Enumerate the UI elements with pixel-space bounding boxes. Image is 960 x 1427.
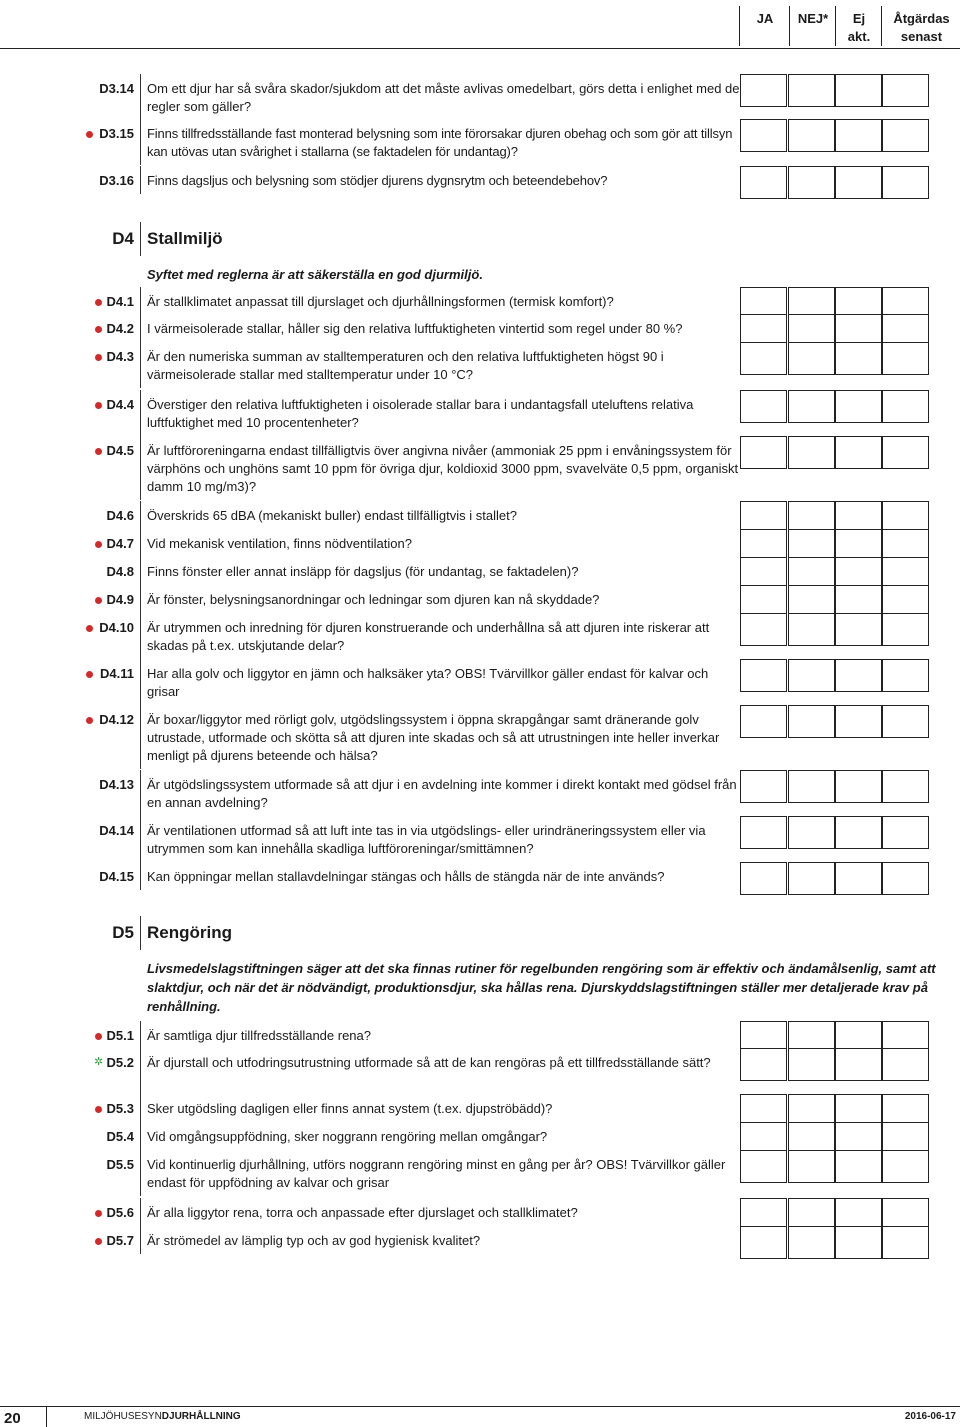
section-divider [140, 916, 141, 950]
section-number: D4 [112, 229, 134, 248]
checkbox-nej[interactable] [788, 816, 835, 849]
row-code: D4.15 [99, 869, 134, 884]
checkbox-nej[interactable] [788, 862, 835, 895]
row-question: I värmeisolerade stallar, håller sig den relativa luftfuktigheten vintertid som regel under 80 %? [147, 321, 683, 336]
row-divider [140, 287, 141, 315]
checkbox-ej-akt[interactable] [835, 862, 882, 895]
page-number: 20 [4, 1410, 21, 1427]
row-question: Är den numeriska summan av stalltemperaturen och den relativa luftfuktigheten högst 90 i värmeisolerade stallar med stalltemperatur under 10 °C? [147, 349, 664, 382]
row-question: Vid kontinuerlig djurhållning, utförs noggrann rengöring minst en gång per år? OBS! Tvärvillkor gäller endast för uppfödning av kalvar och grisar [147, 1157, 726, 1190]
row-code: D4.8 [106, 564, 134, 579]
row-question: Vid mekanisk ventilation, finns nödventilation? [147, 536, 412, 551]
row-question: Är djurstall och utfodringsutrustning utformade så att de kan rengöras på ett tillfredsställande sätt? [147, 1055, 711, 1070]
checkbox-ja[interactable] [740, 166, 787, 199]
row-divider [140, 436, 141, 500]
row-question: Överskrids 65 dBA (mekaniskt buller) endast tillfälligtvis i stallet? [147, 508, 517, 523]
checkbox-ej-akt[interactable] [835, 74, 882, 107]
checkbox-ja[interactable] [740, 862, 787, 895]
row-divider [140, 862, 141, 890]
field-atgardas-senast[interactable] [882, 119, 929, 152]
row-divider [140, 390, 141, 436]
field-atgardas-senast[interactable] [882, 816, 929, 849]
header-atgardas-label: Åtgärdas senast [893, 11, 950, 44]
row-question: Är samtliga djur tillfredsställande rena? [147, 1028, 371, 1043]
checkbox-ja[interactable] [740, 342, 787, 375]
row-code: D4.3 [106, 349, 134, 364]
row-question: Vid omgångsuppfödning, sker noggrann rengöring mellan omgångar? [147, 1129, 548, 1144]
row-question: Är stallklimatet anpassat till djurslaget och djurhållningsformen (termisk komfort)? [147, 294, 614, 309]
checkbox-ja[interactable] [740, 74, 787, 107]
checkbox-nej[interactable] [788, 390, 835, 423]
row-divider [140, 613, 141, 659]
row-question: Finns fönster eller annat insläpp för dagsljus (för undantag, se faktadelen)? [147, 564, 579, 579]
row-question: Överstiger den relativa luftfuktigheten i oisolerade stallar bara i undantagsfall uteluftens relativa luftfuktighet med 10 procentenheter? [147, 397, 694, 430]
row-divider [140, 314, 141, 342]
row-question: Är luftföroreningarna endast tillfälligtvis över angivna nivåer (ammoniak 25 ppm i envåningssystem för värphöns och unghöns samt 10 ppm för övriga djur, koldioxid 3000 ppm, svavelväte 0,5 ppm, organiskt damm 10 mg/m3)? [147, 443, 739, 494]
row-code: D5.5 [106, 1157, 134, 1172]
row-code: D5.7 [106, 1233, 134, 1248]
checkbox-nej[interactable] [788, 119, 835, 152]
checkbox-ja[interactable] [740, 119, 787, 152]
row-divider [140, 816, 141, 862]
row-question: Är boxar/liggytor med rörligt golv, utgödslingssystem i öppna skrapgångar samt dränerande golv utrustade, utformade och skötta så att djuren inte skadas och så att utrustningen inte heller inverkar menligt på djurens beteende och hälsa? [147, 712, 720, 763]
row-question: Har alla golv och liggytor en jämn och halksäker yta? OBS! Tvärvillkor gäller endast för kalvar och grisar [147, 666, 709, 699]
checkbox-nej[interactable] [788, 613, 835, 646]
row-question: Är utrymmen och inredning för djuren konstruerande och underhållna så att djuren inte riskerar att skadas på t.ex. utskjutande delar? [147, 620, 710, 653]
row-question: Sker utgödsling dagligen eller finns annat system (t.ex. djupströbädd)? [147, 1101, 553, 1116]
field-atgardas-senast[interactable] [882, 770, 929, 803]
row-code: D4.11 [100, 666, 134, 681]
row-divider [140, 166, 141, 194]
checkbox-ja[interactable] [740, 1048, 787, 1081]
field-atgardas-senast[interactable] [882, 862, 929, 895]
row-question: Är fönster, belysningsanordningar och ledningar som djuren kan nå skyddade? [147, 592, 600, 607]
row-code: D4.2 [106, 321, 134, 336]
header-ja-label: JA [756, 11, 774, 26]
checkbox-ej-akt[interactable] [835, 816, 882, 849]
row-question: Är utgödslingssystem utformade så att djur i en avdelning inte kommer i direkt kontakt med gödsel från en annan avdelning? [147, 777, 737, 810]
header-col-atgardas [881, 6, 960, 46]
checkbox-ej-akt[interactable] [835, 705, 882, 738]
row-code: D5.1 [106, 1028, 134, 1043]
row-code: D4.10 [99, 620, 134, 635]
row-divider [140, 1122, 141, 1150]
row-divider [140, 342, 141, 388]
row-code: D5.4 [106, 1129, 134, 1144]
row-question: Finns dagsljus och belysning som stödjer djurens dygnsrytm och beteendebehov? [147, 173, 608, 188]
row-question: Är strömedel av lämplig typ och av god hygienisk kvalitet? [147, 1233, 481, 1248]
header-col-ja [739, 6, 790, 46]
footer-title [84, 1411, 241, 1422]
row-code: D4.7 [106, 536, 134, 551]
row-question: Är alla liggytor rena, torra och anpassade efter djurslaget och stallklimatet? [147, 1205, 578, 1220]
footer-title-bold: DJURHÅLLNING [161, 1411, 241, 1422]
checkbox-nej[interactable] [788, 436, 835, 469]
row-question: Finns tillfredsställande fast monterad belysning som inte förorsakar djuren obehag och som gör att tillsyn kan utövas utan svårighet i stallarna (se faktadelen för undantag)? [147, 126, 733, 159]
row-code: D3.16 [99, 173, 134, 188]
checkbox-ej-akt[interactable] [835, 166, 882, 199]
field-atgardas-senast[interactable] [882, 390, 929, 423]
checkbox-ej-akt[interactable] [835, 1048, 882, 1081]
header-rule [0, 48, 960, 49]
checkbox-ja[interactable] [740, 816, 787, 849]
row-code: D4.9 [106, 592, 134, 607]
row-divider [140, 501, 141, 529]
field-atgardas-senast[interactable] [882, 613, 929, 646]
checkbox-ja[interactable] [740, 390, 787, 423]
row-code: D5.2 [106, 1055, 134, 1070]
row-code: D4.12 [99, 712, 134, 727]
row-divider [140, 659, 141, 705]
row-divider [140, 1198, 141, 1226]
row-divider [140, 585, 141, 613]
checkbox-nej[interactable] [788, 342, 835, 375]
checkbox-ja[interactable] [740, 1226, 787, 1259]
row-code: D4.4 [106, 397, 134, 412]
row-question: Är ventilationen utformad så att luft inte tas in via utgödslings- eller urindräneringssystem eller via utrymmen som kan innehålla skadliga luftföroreningar/smittämnen? [147, 823, 706, 856]
header-ej-akt-label: Ej akt. [847, 11, 871, 44]
footer-divider [46, 1406, 47, 1427]
section-divider [140, 222, 141, 256]
checkbox-ej-akt[interactable] [835, 342, 882, 375]
field-atgardas-senast[interactable] [882, 1048, 929, 1081]
checkbox-ej-akt[interactable] [835, 659, 882, 692]
field-atgardas-senast[interactable] [882, 1150, 929, 1183]
section-number: D5 [112, 923, 134, 942]
row-question: Om ett djur har så svåra skador/sjukdom att det måste avlivas omedelbart, görs detta i enlighet med de regler som gäller? [147, 81, 740, 114]
field-atgardas-senast[interactable] [882, 74, 929, 107]
checkbox-nej[interactable] [788, 1048, 835, 1081]
checkbox-nej[interactable] [788, 166, 835, 199]
field-atgardas-senast[interactable] [882, 166, 929, 199]
header-col-nej [789, 6, 836, 46]
checkbox-nej[interactable] [788, 74, 835, 107]
green-star-icon: ✲ [94, 1056, 104, 1068]
checkbox-ej-akt[interactable] [835, 119, 882, 152]
row-divider [140, 1048, 141, 1094]
field-atgardas-senast[interactable] [882, 705, 929, 738]
section-intro: Livsmedelslagstiftningen säger att det ska finnas rutiner för regelbunden rengöring som är effektiv och ändamålsenlig, samt att slaktdjur, och när det är nödvändigt, produktionsdjur, ska hållas rena. Djurskyddslagstiftningen ställer mer detaljerade krav på renhållning. [147, 961, 936, 1014]
row-code: D4.13 [99, 777, 134, 792]
row-divider [140, 1021, 141, 1049]
section-title: Stallmiljö [147, 229, 223, 248]
header-col-ej-akt [835, 6, 882, 46]
checkbox-ej-akt[interactable] [835, 770, 882, 803]
footer-rule [0, 1406, 960, 1407]
section-title: Rengöring [147, 923, 232, 942]
row-code: D5.6 [106, 1205, 134, 1220]
row-divider [140, 119, 141, 165]
footer-title-light: MILJÖHUSESYN [84, 1411, 162, 1422]
row-divider [140, 1226, 141, 1254]
row-divider [140, 1150, 141, 1196]
footer-date: 2016-06-17 [904, 1411, 956, 1422]
row-divider [140, 705, 141, 769]
row-divider [140, 529, 141, 557]
checkbox-ej-akt[interactable] [835, 613, 882, 646]
field-atgardas-senast[interactable] [882, 436, 929, 469]
checkbox-ja[interactable] [740, 436, 787, 469]
checkbox-nej[interactable] [788, 705, 835, 738]
checkbox-ej-akt[interactable] [835, 1150, 882, 1183]
row-question: Kan öppningar mellan stallavdelningar stängas och hålls de stängda när de inte används? [147, 869, 665, 884]
row-code: D3.15 [99, 126, 134, 141]
checkbox-nej[interactable] [788, 1150, 835, 1183]
row-code: D4.5 [106, 443, 134, 458]
checkbox-ja[interactable] [740, 613, 787, 646]
section-intro: Syftet med reglerna är att säkerställa en god djurmiljö. [147, 267, 483, 282]
checkbox-ja[interactable] [740, 770, 787, 803]
checkbox-nej[interactable] [788, 770, 835, 803]
checkbox-ej-akt[interactable] [835, 436, 882, 469]
row-code: D5.3 [106, 1101, 134, 1116]
field-atgardas-senast[interactable] [882, 659, 929, 692]
row-code: D3.14 [99, 81, 134, 96]
field-atgardas-senast[interactable] [882, 1226, 929, 1259]
checkbox-ej-akt[interactable] [835, 390, 882, 423]
row-divider [140, 557, 141, 585]
row-code: D4.6 [106, 508, 134, 523]
checkbox-ej-akt[interactable] [835, 1226, 882, 1259]
checkbox-ja[interactable] [740, 705, 787, 738]
checkbox-nej[interactable] [788, 659, 835, 692]
row-divider [140, 1094, 141, 1122]
row-code: D4.14 [99, 823, 134, 838]
header-nej-label: NEJ* [797, 11, 829, 26]
checkbox-nej[interactable] [788, 1226, 835, 1259]
checkbox-ja[interactable] [740, 1150, 787, 1183]
checkbox-ja[interactable] [740, 659, 787, 692]
field-atgardas-senast[interactable] [882, 342, 929, 375]
row-code: D4.1 [106, 294, 134, 309]
row-divider [140, 770, 141, 816]
row-divider [140, 74, 141, 120]
